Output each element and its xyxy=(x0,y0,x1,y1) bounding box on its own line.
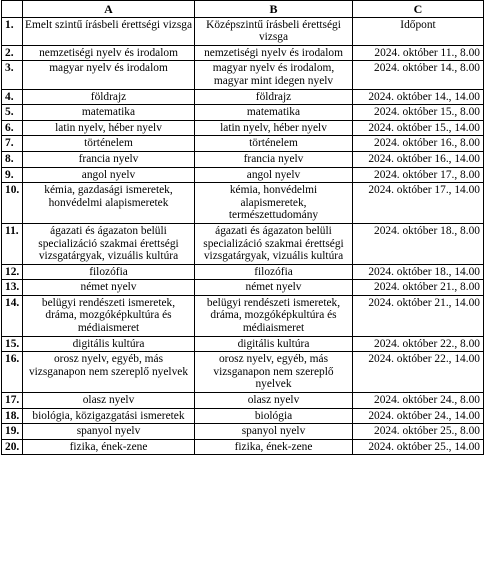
exam-date: 2024. október 22., 8.00 xyxy=(353,336,484,352)
row-number: 9. xyxy=(2,167,23,183)
advanced-level-subject: matematika xyxy=(23,105,195,121)
row-number: 1. xyxy=(2,17,23,45)
row-number: 19. xyxy=(2,424,23,440)
advanced-level-subject: ágazati és ágazaton belüli specializáció szakmai érettségi vizsgatárgyak, vizuális kultúra xyxy=(23,223,195,264)
exam-date: 2024. október 17., 14.00 xyxy=(353,183,484,224)
table-row xyxy=(2,295,484,336)
row-number: 7. xyxy=(2,136,23,152)
row-number: 14. xyxy=(2,295,23,336)
row-number: 13. xyxy=(2,280,23,296)
table-row xyxy=(2,424,484,440)
intermediate-level-subject: belügyi rendészeti ismeretek, dráma, mozgóképkultúra és médiaismeret xyxy=(195,295,353,336)
intermediate-level-subject: angol nyelv xyxy=(195,167,353,183)
row-number: 11. xyxy=(2,223,23,264)
intermediate-level-subject: biológia xyxy=(195,408,353,424)
row-number: 10. xyxy=(2,183,23,224)
row-number: 17. xyxy=(2,393,23,409)
intermediate-level-subject: földrajz xyxy=(195,89,353,105)
advanced-level-subject: német nyelv xyxy=(23,280,195,296)
intermediate-level-subject: kémia, honvédelmi alapismeretek, természettudomány xyxy=(195,183,353,224)
table-row xyxy=(2,183,484,224)
intermediate-level-subject: olasz nyelv xyxy=(195,393,353,409)
row-number: 3. xyxy=(2,61,23,89)
header-row xyxy=(2,17,484,45)
table-row xyxy=(2,120,484,136)
exam-date: 2024. október 16., 14.00 xyxy=(353,151,484,167)
header-date: Időpont xyxy=(353,17,484,45)
intermediate-level-subject: magyar nyelv és irodalom, magyar mint idegen nyelv xyxy=(195,61,353,89)
intermediate-level-subject: digitális kultúra xyxy=(195,336,353,352)
intermediate-level-subject: ágazati és ágazaton belüli specializáció szakmai érettségi vizsgatárgyak, vizuális kultúra xyxy=(195,223,353,264)
intermediate-level-subject: történelem xyxy=(195,136,353,152)
row-number: 6. xyxy=(2,120,23,136)
advanced-level-subject: digitális kultúra xyxy=(23,336,195,352)
row-number: 8. xyxy=(2,151,23,167)
advanced-level-subject: angol nyelv xyxy=(23,167,195,183)
corner-cell xyxy=(2,1,23,18)
exam-date: 2024. október 25., 14.00 xyxy=(353,439,484,455)
intermediate-level-subject: orosz nyelv, egyéb, más vizsganapon nem szereplő nyelvek xyxy=(195,352,353,393)
row-number: 15. xyxy=(2,336,23,352)
row-number: 12. xyxy=(2,264,23,280)
advanced-level-subject: olasz nyelv xyxy=(23,393,195,409)
exam-schedule-table xyxy=(1,0,484,455)
column-letter-b: B xyxy=(195,1,353,18)
advanced-level-subject: földrajz xyxy=(23,89,195,105)
advanced-level-subject: filozófia xyxy=(23,264,195,280)
advanced-level-subject: belügyi rendészeti ismeretek, dráma, mozgóképkultúra és médiaismeret xyxy=(23,295,195,336)
exam-date: 2024. október 14., 14.00 xyxy=(353,89,484,105)
exam-date: 2024. október 11., 8.00 xyxy=(353,45,484,61)
table-row xyxy=(2,167,484,183)
advanced-level-subject: nemzetiségi nyelv és irodalom xyxy=(23,45,195,61)
table-row xyxy=(2,439,484,455)
advanced-level-subject: spanyol nyelv xyxy=(23,424,195,440)
row-number: 16. xyxy=(2,352,23,393)
exam-date: 2024. október 16., 8.00 xyxy=(353,136,484,152)
table-row xyxy=(2,408,484,424)
header-advanced-level: Emelt szintű írásbeli érettségi vizsga xyxy=(23,17,195,45)
intermediate-level-subject: német nyelv xyxy=(195,280,353,296)
column-letter-a: A xyxy=(23,1,195,18)
table-row xyxy=(2,45,484,61)
exam-date: 2024. október 25., 8.00 xyxy=(353,424,484,440)
intermediate-level-subject: francia nyelv xyxy=(195,151,353,167)
table-row xyxy=(2,264,484,280)
table-row xyxy=(2,352,484,393)
advanced-level-subject: latin nyelv, héber nyelv xyxy=(23,120,195,136)
advanced-level-subject: biológia, közigazgatási ismeretek xyxy=(23,408,195,424)
advanced-level-subject: történelem xyxy=(23,136,195,152)
intermediate-level-subject: filozófia xyxy=(195,264,353,280)
header-intermediate-level: Középszintű írásbeli érettségi vizsga xyxy=(195,17,353,45)
advanced-level-subject: orosz nyelv, egyéb, más vizsganapon nem szereplő nyelvek xyxy=(23,352,195,393)
table-row xyxy=(2,151,484,167)
intermediate-level-subject: fizika, ének-zene xyxy=(195,439,353,455)
table-row xyxy=(2,61,484,89)
row-number: 4. xyxy=(2,89,23,105)
advanced-level-subject: kémia, gazdasági ismeretek, honvédelmi alapismeretek xyxy=(23,183,195,224)
table-row xyxy=(2,393,484,409)
intermediate-level-subject: spanyol nyelv xyxy=(195,424,353,440)
exam-date: 2024. október 18., 8.00 xyxy=(353,223,484,264)
exam-date: 2024. október 21., 8.00 xyxy=(353,280,484,296)
advanced-level-subject: fizika, ének-zene xyxy=(23,439,195,455)
row-number: 2. xyxy=(2,45,23,61)
row-number: 18. xyxy=(2,408,23,424)
intermediate-level-subject: nemzetiségi nyelv és irodalom xyxy=(195,45,353,61)
row-number: 20. xyxy=(2,439,23,455)
table-row xyxy=(2,89,484,105)
row-number: 5. xyxy=(2,105,23,121)
exam-date: 2024. október 15., 14.00 xyxy=(353,120,484,136)
exam-date: 2024. október 24., 14.00 xyxy=(353,408,484,424)
table-row xyxy=(2,223,484,264)
advanced-level-subject: magyar nyelv és irodalom xyxy=(23,61,195,89)
exam-date: 2024. október 24., 8.00 xyxy=(353,393,484,409)
advanced-level-subject: francia nyelv xyxy=(23,151,195,167)
exam-date: 2024. október 21., 14.00 xyxy=(353,295,484,336)
exam-date: 2024. október 15., 8.00 xyxy=(353,105,484,121)
exam-date: 2024. október 17., 8.00 xyxy=(353,167,484,183)
table-row xyxy=(2,280,484,296)
intermediate-level-subject: matematika xyxy=(195,105,353,121)
exam-date: 2024. október 18., 14.00 xyxy=(353,264,484,280)
intermediate-level-subject: latin nyelv, héber nyelv xyxy=(195,120,353,136)
exam-date: 2024. október 14., 8.00 xyxy=(353,61,484,89)
table-row xyxy=(2,105,484,121)
column-letter-c: C xyxy=(353,1,484,18)
table-row xyxy=(2,136,484,152)
table-row xyxy=(2,336,484,352)
exam-date: 2024. október 22., 14.00 xyxy=(353,352,484,393)
column-letter-row xyxy=(2,1,484,18)
